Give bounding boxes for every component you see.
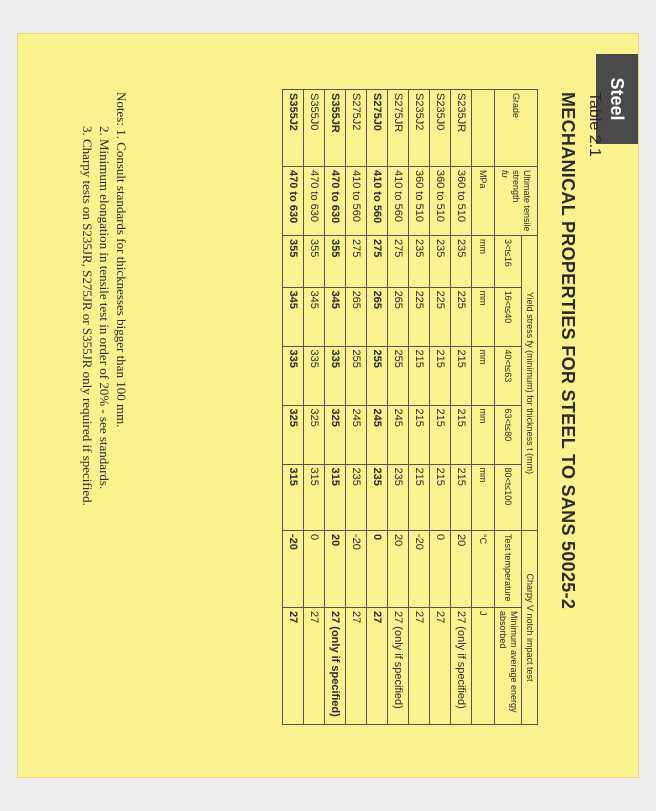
yield-cell: 355	[325, 236, 346, 288]
yield-cell: 265	[346, 287, 367, 346]
grade-cell: S275JR	[388, 90, 409, 167]
table-title: MECHANICAL PROPERTIES FOR STEEL TO SANS 50025-2	[558, 92, 578, 610]
yield-cell: 315	[304, 464, 325, 530]
yield-cell: 215	[451, 346, 472, 405]
table-row	[346, 90, 367, 725]
uts-cell: 360 to 510	[451, 167, 472, 236]
yield-cell: 325	[283, 405, 304, 464]
grade-cell: S275J2	[346, 90, 367, 167]
section-tab: Steel	[596, 54, 638, 144]
yield-unit: mm	[472, 405, 495, 464]
yield-col-header: 16<t≤40	[495, 287, 522, 346]
grade-cell: S235J0	[430, 90, 451, 167]
uts-cell: 470 to 630	[304, 167, 325, 236]
energy-cell: 27	[430, 608, 451, 725]
yield-cell: 215	[430, 346, 451, 405]
yield-cell: 355	[304, 236, 325, 288]
note-1: Notes: 1. Consult standards for thicknesses bigger than 100 mm.	[114, 92, 129, 428]
uts-cell: 470 to 630	[283, 167, 304, 236]
yield-cell: 245	[388, 405, 409, 464]
note-3: 3. Charpy tests on S235JR, S275JR or S355JR only required if specified.	[80, 126, 95, 506]
temperature-cell: 0	[304, 531, 325, 608]
yield-cell: 335	[283, 346, 304, 405]
table-row	[304, 90, 325, 725]
yield-cell: 215	[451, 405, 472, 464]
temperature-cell: -20	[346, 531, 367, 608]
yield-cell: 335	[325, 346, 346, 405]
min-energy-header: Minimum average energy absorbed	[495, 608, 522, 725]
energy-cell: 27 (only if specified)	[388, 608, 409, 725]
yield-cell: 265	[367, 287, 388, 346]
energy-cell: 27	[367, 608, 388, 725]
yield-group-header: Yield stress fy (minimum) for thickness t (mm)	[522, 236, 538, 531]
table-row	[451, 90, 472, 725]
uts-cell: 360 to 510	[409, 167, 430, 236]
yield-cell: 255	[367, 346, 388, 405]
note-2: 2. Minimum elongation in tensile test in order of 20% - see standards.	[97, 126, 112, 490]
yield-cell: 225	[409, 287, 430, 346]
yield-unit: mm	[472, 346, 495, 405]
temperature-cell: 20	[451, 531, 472, 608]
uts-cell: 470 to 630	[325, 167, 346, 236]
yield-unit: mm	[472, 287, 495, 346]
table-body	[283, 90, 472, 725]
yield-cell: 215	[430, 464, 451, 530]
energy-cell: 27	[304, 608, 325, 725]
yield-unit: mm	[472, 236, 495, 288]
table-row	[388, 90, 409, 725]
mechanical-properties-table	[282, 89, 538, 725]
grade-cell: S235JR	[451, 90, 472, 167]
temperature-cell: -20	[409, 531, 430, 608]
yield-cell: 235	[430, 236, 451, 288]
yield-cell: 275	[346, 236, 367, 288]
yield-cell: 275	[388, 236, 409, 288]
table-row	[367, 90, 388, 725]
yield-cell: 355	[283, 236, 304, 288]
grade-cell: S355J2	[283, 90, 304, 167]
temperature-cell: 0	[367, 531, 388, 608]
grade-header: Grade	[495, 90, 538, 167]
temperature-cell: 20	[325, 531, 346, 608]
table-caption: Table 2.1	[586, 92, 603, 157]
yield-cell: 225	[451, 287, 472, 346]
uts-cell: 360 to 510	[430, 167, 451, 236]
yield-cell: 265	[388, 287, 409, 346]
yield-cell: 235	[409, 236, 430, 288]
temperature-cell: 0	[430, 531, 451, 608]
grade-cell: S355J0	[304, 90, 325, 167]
yield-cell: 345	[304, 287, 325, 346]
uts-cell: 410 to 560	[346, 167, 367, 236]
yield-cell: 215	[409, 405, 430, 464]
table-row	[409, 90, 430, 725]
yield-cell: 235	[388, 464, 409, 530]
yield-cell: 245	[367, 405, 388, 464]
yield-cell: 275	[367, 236, 388, 288]
yield-cell: 325	[325, 405, 346, 464]
yield-cell: 255	[346, 346, 367, 405]
yield-unit: mm	[472, 464, 495, 530]
yield-cell: 225	[430, 287, 451, 346]
grade-unit-cell	[472, 90, 495, 167]
uts-cell: 410 to 560	[388, 167, 409, 236]
energy-unit: J	[472, 608, 495, 725]
charpy-group-header: Charpy V notch impact test	[522, 531, 538, 725]
yield-cell: 335	[304, 346, 325, 405]
yield-col-header: 80<t≤100	[495, 464, 522, 530]
yield-cell: 345	[325, 287, 346, 346]
table-notes	[79, 92, 130, 506]
energy-cell: 27 (only if specified)	[325, 608, 346, 725]
document-page	[18, 34, 638, 777]
yield-cell: 235	[346, 464, 367, 530]
temperature-cell: 20	[388, 531, 409, 608]
grade-cell: S355JR	[325, 90, 346, 167]
yield-col-header: 3<t≤16	[495, 236, 522, 288]
rotated-content	[18, 34, 638, 777]
table-row	[283, 90, 304, 725]
uts-header	[495, 167, 538, 236]
yield-col-header: 63<t≤80	[495, 405, 522, 464]
yield-cell: 255	[388, 346, 409, 405]
test-temperature-header: Test temperature	[495, 531, 522, 608]
yield-cell: 245	[346, 405, 367, 464]
yield-cell: 315	[283, 464, 304, 530]
yield-cell: 315	[325, 464, 346, 530]
uts-header-label: Ultimate tensile strength	[511, 170, 533, 232]
yield-cell: 325	[304, 405, 325, 464]
temperature-unit: °C	[472, 531, 495, 608]
energy-cell: 27 (only if specified)	[451, 608, 472, 725]
yield-cell: 215	[451, 464, 472, 530]
energy-cell: 27	[346, 608, 367, 725]
yield-cell: 345	[283, 287, 304, 346]
temperature-cell: -20	[283, 531, 304, 608]
energy-cell: 27	[283, 608, 304, 725]
uts-unit: MPa	[472, 167, 495, 236]
grade-cell: S235J2	[409, 90, 430, 167]
table-row	[430, 90, 451, 725]
yield-cell: 215	[409, 346, 430, 405]
uts-symbol: fu	[500, 170, 511, 178]
yield-col-header: 40<t≤63	[495, 346, 522, 405]
grade-cell: S275J0	[367, 90, 388, 167]
yield-cell: 235	[451, 236, 472, 288]
table-row	[325, 90, 346, 725]
yield-cell: 215	[430, 405, 451, 464]
uts-cell: 410 to 560	[367, 167, 388, 236]
yield-cell: 215	[409, 464, 430, 530]
energy-cell: 27	[409, 608, 430, 725]
yield-cell: 235	[367, 464, 388, 530]
